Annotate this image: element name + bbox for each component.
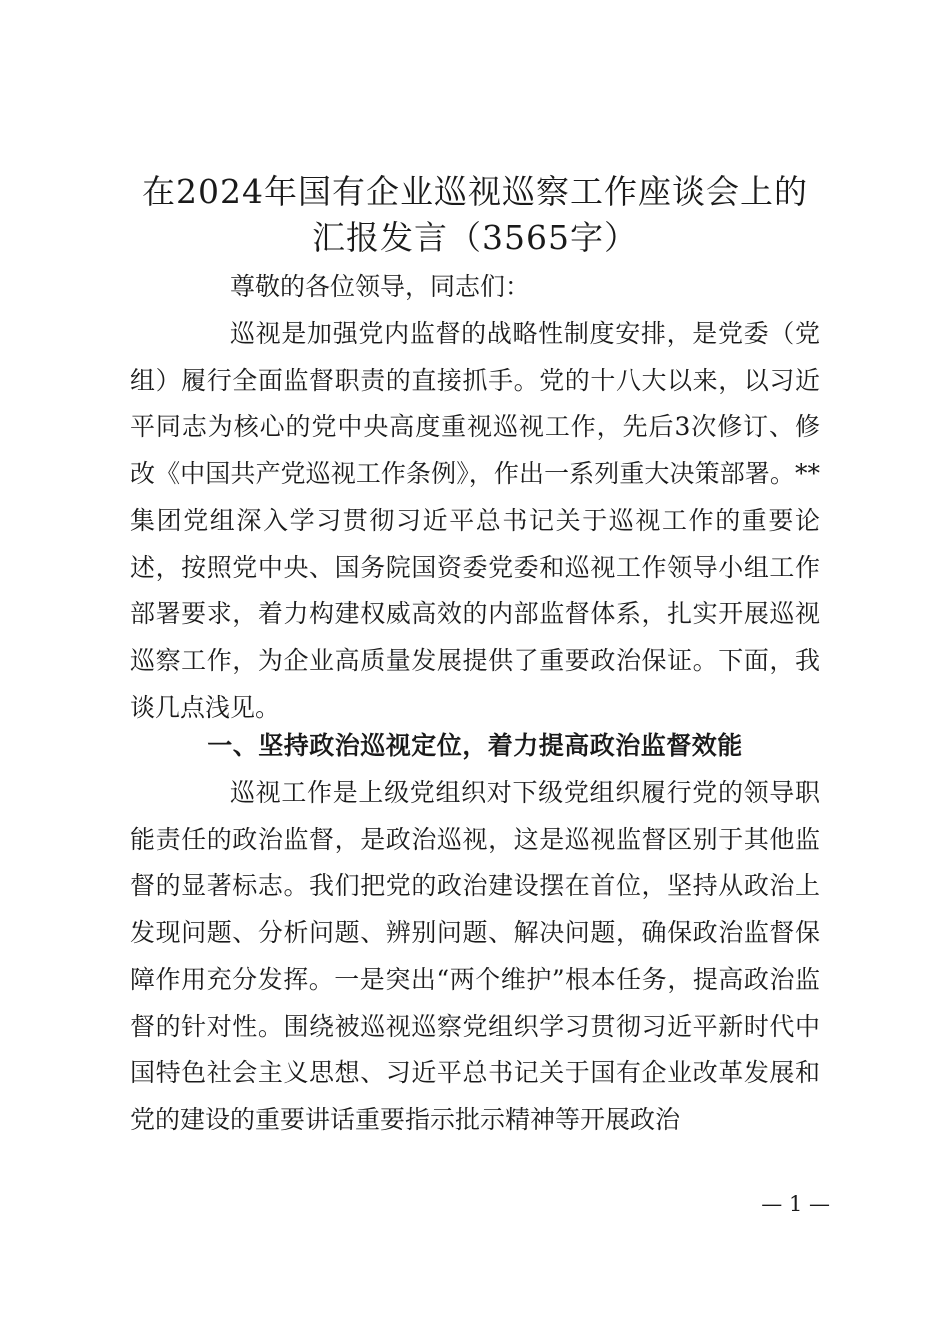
document-title-line1: 在2024年国有企业巡视巡察工作座谈会上的 <box>142 172 808 211</box>
document-title-line2: 汇报发言（3565字） <box>312 218 638 257</box>
paragraph-section-1: 巡视工作是上级党组织对下级党组织履行党的领导职能责任的政治监督，是政治巡视，这是巡视监督区别于其他监督的显著标志。我们把党的政治建设摆在首位，坚持从政治上发现问题、分析问题、辨别问题、解决问题，确保政治监督保障作用充分发挥。一是突出“两个维护”根本任务，提高政治监督的针对性。围绕被巡视巡察党组织学习贯彻习近平新时代中国特色社会主义思想、习近平总书记关于国有企业改革发展和党的建设的重要讲话重要指示批示精神等开展政治 <box>130 778 820 1134</box>
page-number: — 1 — <box>761 1192 830 1216</box>
section-heading-1: 一、坚持政治巡视定位，着力提高政治监督效能 <box>207 731 743 760</box>
paragraph-intro: 巡视是加强党内监督的战略性制度安排，是党委（党组）履行全面监督职责的直接抓手。党的十八大以来，以习近平同志为核心的党中央高度重视巡视工作，先后3次修订、修改《中国共产党巡视工作条例》，作出一系列重大决策部署。**集团党组深入学习贯彻习近平总书记关于巡视工作的重要论述，按照党中央、国务院国资委党委和巡视工作领导小组工作部署要求，着力构建权威高效的内部监督体系，扎实开展巡视巡察工作，为企业高质量发展提供了重要政治保证。下面，我谈几点浅见。 <box>130 319 820 722</box>
salutation: 尊敬的各位领导，同志们： <box>230 272 531 301</box>
